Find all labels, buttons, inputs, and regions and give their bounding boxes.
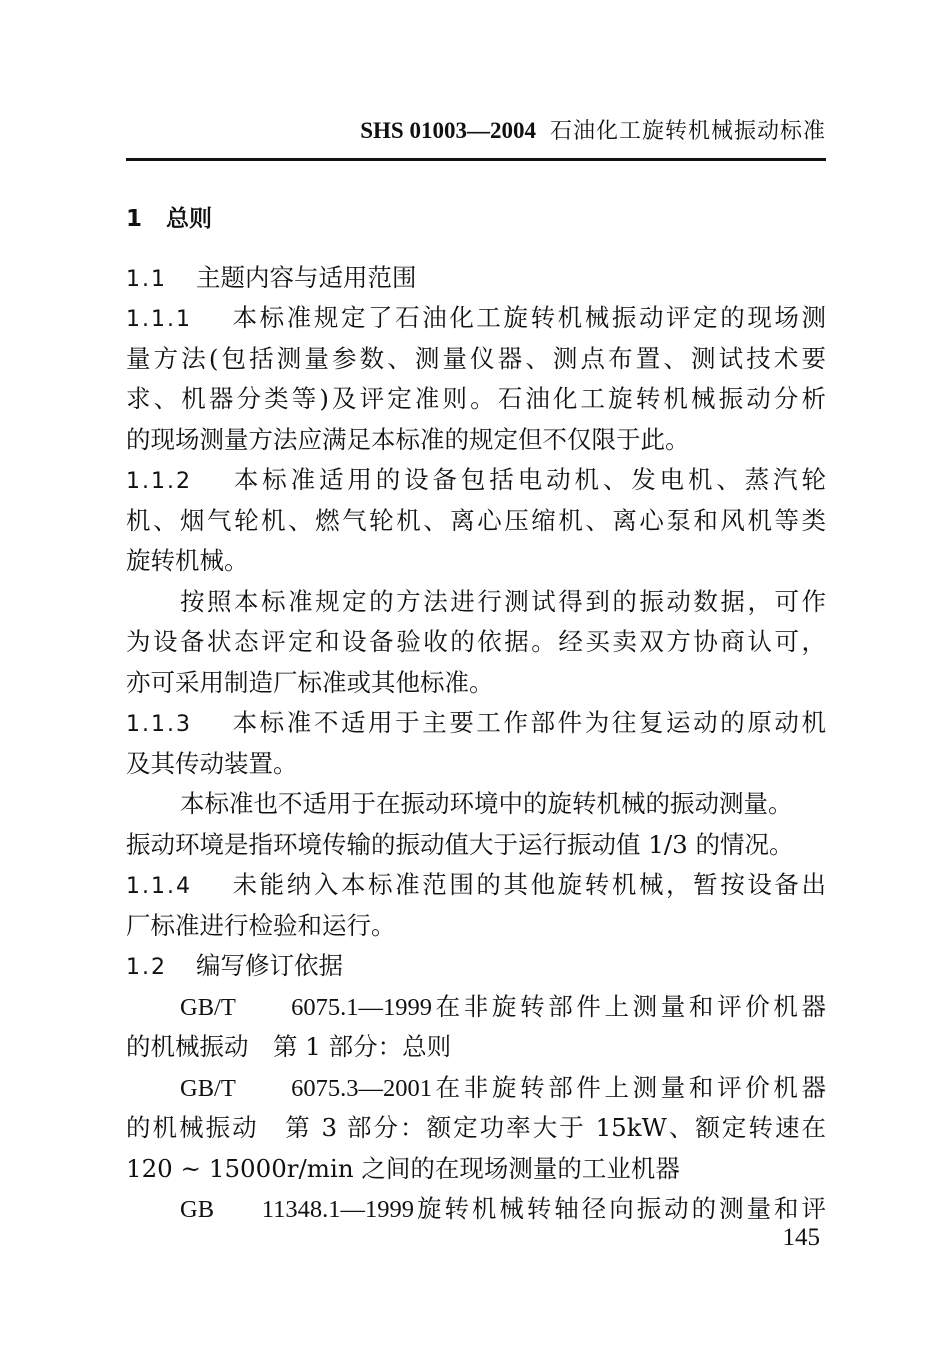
clause-1-1-1-line: 量方法(包括测量参数、测量仪器、测点布置、测试技术要 (126, 343, 826, 373)
running-header (126, 112, 826, 150)
clause-1-1-3-line (126, 703, 826, 744)
clause-1-1-1-line: 的现场测量方法应满足本标准的规定但不仅限于此。 (126, 424, 690, 454)
reference-line (126, 1189, 826, 1230)
header-rule (126, 158, 826, 161)
section-heading-1-2 (126, 946, 826, 987)
paragraph-line: 为设备状态评定和设备验收的依据。经买卖双方协商认可， (126, 627, 826, 656)
reference-line (126, 1068, 826, 1109)
paragraph-line: 振动环境是指环境传输的振动值大于运行振动值 1/3 的情况。 (126, 829, 794, 859)
clause-text: 未能纳入本标准范围的其他旋转机械，暂按设备出 (230, 870, 826, 899)
clause-1-1-1-line (126, 298, 826, 339)
chapter-heading (126, 199, 826, 240)
clause-text: 本标准适用的设备包括电动机、发电机、蒸汽轮 (230, 465, 826, 494)
page-number: 145 (782, 1224, 820, 1251)
clause-1-1-4-line (126, 865, 826, 906)
section-heading-1-1 (126, 258, 826, 299)
paragraph-line: 按照本标准规定的方法进行测试得到的振动数据，可作 (180, 586, 826, 616)
clause-1-1-2-line (126, 460, 826, 501)
clause-number: 1.1.3 (126, 712, 192, 737)
clause-number: 1.1.1 (126, 307, 192, 332)
clause-1-1-4-line: 厂标准进行检验和运行。 (126, 910, 396, 940)
chapter-title: 总则 (166, 206, 212, 232)
section-title: 编写修订依据 (196, 951, 343, 980)
clause-number: 1.1.2 (126, 469, 192, 494)
section-number: 1.2 (126, 955, 167, 980)
clause-text: 本标准规定了石油化工旋转机械振动评定的现场测 (230, 303, 826, 332)
section-title: 主题内容与适用范围 (196, 262, 417, 292)
standard-title: 石油化工旋转机械振动标准 (549, 119, 826, 144)
clause-1-1-2-line: 旋转机械。 (126, 546, 249, 575)
reference-title: 旋转机械转轴径向振动的测量和评 (414, 1194, 826, 1223)
paragraph-line: 亦可采用制造厂标准或其他标准。 (126, 667, 494, 697)
reference-line (126, 987, 826, 1028)
clause-text: 本标准不适用于主要工作部件为往复运动的原动机 (230, 708, 826, 737)
reference-code: GB/T 6075.1—1999 (180, 993, 432, 1021)
clause-1-1-2-line: 机、烟气轮机、燃气轮机、离心压缩机、离心泵和风机等类 (126, 505, 826, 535)
reference-title: 在非旋转部件上测量和评价机器 (432, 991, 826, 1021)
reference-line: 120 ~ 15000r/min 之间的在现场测量的工业机器 (126, 1153, 680, 1183)
paragraph-line: 本标准也不适用于在振动环境中的旋转机械的振动测量。 (180, 789, 793, 818)
chapter-number: 1 (126, 206, 143, 232)
reference-title: 在非旋转部件上测量和评价机器 (432, 1072, 826, 1102)
page-body (126, 199, 826, 1230)
reference-code: GB 11348.1—1999 (180, 1196, 414, 1223)
standard-code: SHS 01003—2004 (360, 118, 536, 143)
reference-line: 的机械振动 第 3 部分：额定功率大于 15kW、额定转速在 (126, 1113, 826, 1142)
clause-1-1-3-line: 及其传动装置。 (126, 748, 298, 778)
reference-code: GB/T 6075.3—2001 (180, 1074, 432, 1102)
clause-1-1-1-line: 求、机器分类等)及评定准则。石油化工旋转机械振动分析 (126, 384, 826, 413)
section-number: 1.1 (126, 266, 167, 292)
clause-number: 1.1.4 (126, 874, 192, 899)
reference-line: 的机械振动 第 1 部分：总则 (126, 1032, 452, 1061)
